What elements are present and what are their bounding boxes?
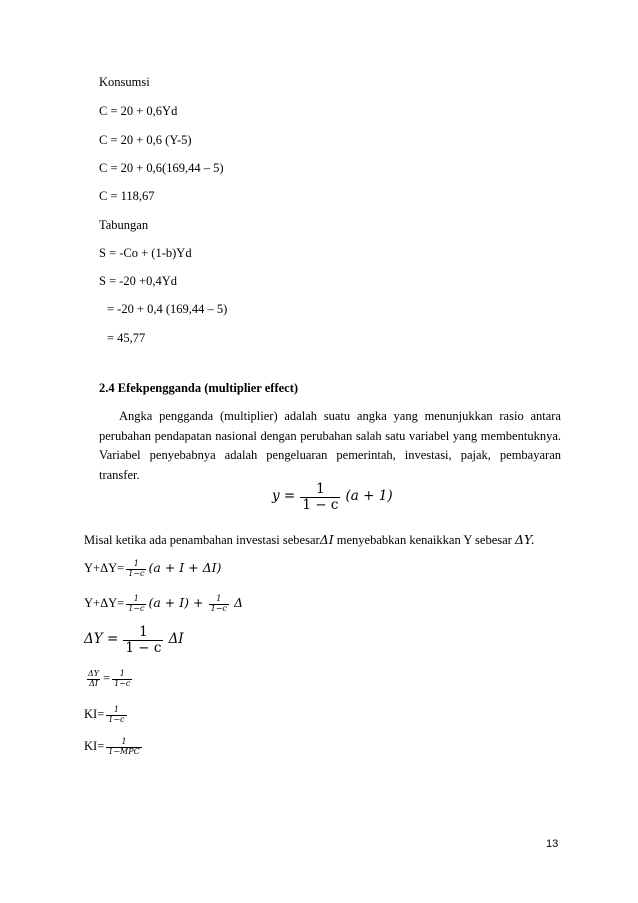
konsumsi-title: Konsumsi (99, 75, 150, 89)
eq2-rhs: Δ (234, 595, 244, 611)
tabungan-line-1: S = -Co + (1-b)Yd (99, 246, 192, 260)
eq4-denominator: 1−c (114, 678, 131, 688)
eq2-fraction-1 (126, 595, 146, 614)
eq1-lhs: Y+ΔY= (84, 561, 125, 576)
eq4-right-fraction (112, 670, 132, 689)
equation-6 (84, 738, 144, 757)
eq2-denominator-2: 1−c (210, 603, 227, 613)
formula-main-denominator: 1 − c (302, 496, 339, 513)
eq5-numerator: 1 (113, 705, 119, 714)
eq4-numerator: 1 (119, 669, 125, 678)
formula-main-lhs: y = (272, 488, 296, 505)
eq3-denominator: 1 − c (125, 639, 162, 656)
formula-main (272, 482, 393, 513)
eq4-left-fraction (86, 670, 101, 689)
eq1-denominator: 1−c (128, 568, 145, 578)
eq2-middle: (a + I) + (148, 595, 204, 611)
formula-main-rhs: (a + 1) (345, 488, 393, 505)
konsumsi-line-2: C = 20 + 0,6 (Y-5) (99, 133, 192, 147)
eq4-left-numerator: ΔY (88, 669, 100, 678)
misal-symbol-1: ΔI (319, 532, 334, 547)
tabungan-line-4: = 45,77 (107, 331, 146, 345)
page-number: 13 (546, 838, 559, 850)
formula-main-fraction (300, 482, 340, 513)
section-paragraph: Angka pengganda (multiplier) adalah suatu angka yang menunjukkan rasio antara perubahan pendapatan nasional dengan perubahan salah satu variabel yang membentuknya. Variabel penyebabnya adalah pengeluaran pemerintah, investasi, pajak, pembayaran transfer. (99, 409, 561, 482)
equation-4 (84, 670, 134, 689)
eq4-left-denominator: ΔI (89, 678, 98, 688)
equation-3 (84, 625, 184, 656)
eq3-numerator: 1 (139, 624, 148, 640)
misal-text-1: Misal ketika ada penambahan investasi sebesar (84, 533, 320, 547)
eq5-denominator: 1−c (108, 714, 125, 724)
eq3-rhs: ΔI (168, 631, 184, 648)
eq2-numerator-2: 1 (216, 594, 222, 603)
eq3-fraction (123, 625, 163, 656)
equation-5 (84, 706, 129, 725)
misal-text-2: menyebabkan kenaikkan Y sebesar (333, 533, 515, 547)
section-heading: 2.4 Efekpengganda (multiplier effect) (99, 381, 299, 395)
eq6-denominator: 1−MPC (108, 746, 140, 756)
konsumsi-line-1: C = 20 + 0,6Yd (99, 104, 178, 118)
tabungan-title: Tabungan (99, 218, 149, 232)
tabungan-line-3: = -20 + 0,4 (169,44 – 5) (107, 302, 228, 316)
eq4-equals: = (103, 671, 111, 686)
misal-line (84, 532, 535, 548)
tabungan-line-2: S = -20 +0,4Yd (99, 274, 177, 288)
eq2-denominator-1: 1−c (128, 603, 145, 613)
eq6-fraction (106, 738, 142, 757)
eq2-numerator-1: 1 (133, 594, 139, 603)
equation-2 (84, 595, 243, 614)
formula-main-numerator: 1 (316, 481, 325, 497)
konsumsi-line-4: C = 118,67 (99, 189, 155, 203)
eq5-lhs: KI= (84, 707, 105, 722)
eq6-lhs: KI= (84, 739, 105, 754)
konsumsi-line-3: C = 20 + 0,6(169,44 – 5) (99, 161, 224, 175)
eq6-numerator: 1 (121, 737, 127, 746)
misal-symbol-2: ΔY. (514, 532, 535, 547)
equation-1 (84, 560, 221, 579)
eq5-fraction (106, 706, 126, 725)
eq2-fraction-2 (209, 595, 229, 614)
eq1-rhs: (a + I + ΔI) (148, 560, 222, 576)
eq1-fraction (126, 560, 146, 579)
eq3-lhs: ΔY = (84, 631, 119, 648)
eq1-numerator: 1 (133, 559, 139, 568)
eq2-lhs: Y+ΔY= (84, 596, 125, 611)
